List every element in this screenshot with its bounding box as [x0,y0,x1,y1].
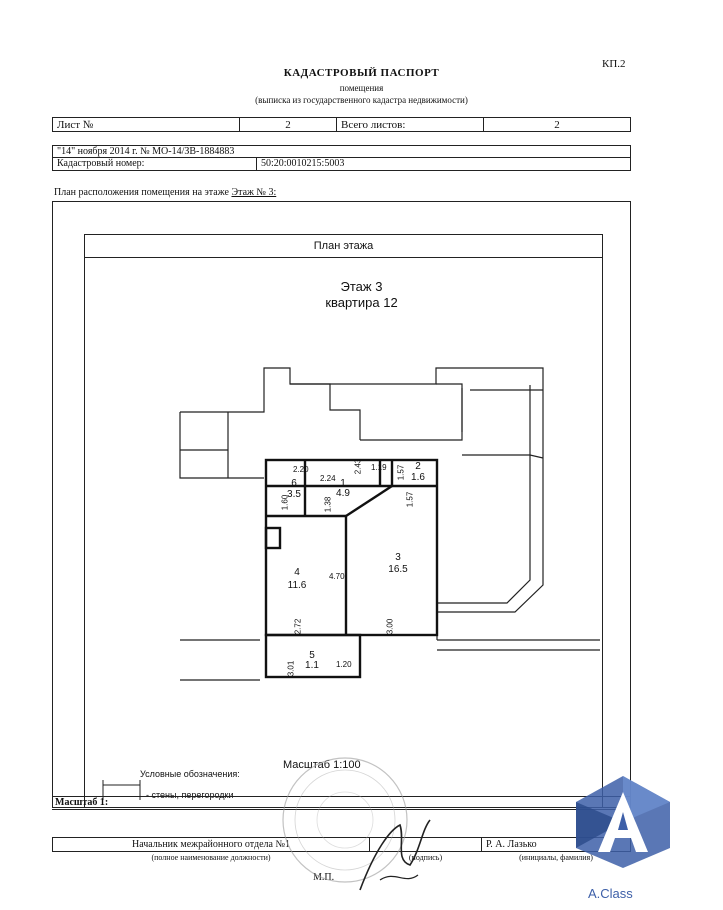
plan-scale: Масштаб 1:100 [283,759,361,771]
total-label: Всего листов: [336,117,484,132]
handwritten-signature [350,810,440,900]
cadastral-number: 50:20:0010215:5003 [256,157,631,171]
plan-caption-floor: Этаж № 3: [231,187,277,198]
room-6-area: 3.5 [287,489,301,500]
room-4-number: 4 [294,567,300,578]
signer-position: Начальник межрайонного отдела №1 [52,837,370,852]
room-6-number: 6 [291,478,297,489]
stamp-label: М.П. [313,872,335,883]
dimension-label: 1.57 [396,464,406,481]
document-title: КАДАСТРОВЫЙ ПАСПОРТ [283,67,440,79]
dimension-label: 2.43 [353,458,363,475]
dimension-label: 1.57 [405,491,415,508]
dimension-label: 1.20 [336,660,352,669]
form-code: КП.2 [602,58,626,70]
room-5-area: 1.1 [305,660,319,671]
sheet-label: Лист № [52,117,240,132]
room-2-area: 1.6 [411,472,425,483]
plan-title: План этажа [313,240,374,252]
total-value: 2 [483,117,631,132]
apartment-label: квартира 12 [325,295,398,310]
date-line: "14" ноября 2014 г. № МО-14/ЗВ-1884883 [52,145,631,158]
plan-caption-text: План расположения помещения на этаже [54,187,229,198]
room-4-area: 11.6 [287,580,307,591]
room-5-number: 5 [309,650,315,661]
dimension-label: 2.72 [293,618,303,635]
name-caption: (инициалы, фамилия) [519,853,593,862]
floor-label: Этаж 3 [340,279,383,294]
dimension-label: 3.00 [385,618,395,635]
signature-caption: (подпись) [408,853,443,862]
room-3-area: 16.5 [388,564,408,575]
dimension-label: 1.19 [371,463,387,472]
document-subtitle: помещения [339,83,384,93]
cadastral-label: Кадастровый номер: [52,157,257,171]
room-2-number: 2 [415,461,421,472]
aclass-logo [568,772,678,872]
room-1-number: 1 [340,478,346,489]
dimension-label: 2.20 [293,465,309,474]
legend-item: - стены, перегородки [146,790,234,800]
dimension-label: 4.70 [329,572,345,581]
room-3-number: 3 [395,552,401,563]
signer-name: Р. А. Лазько [481,837,631,852]
position-caption: (полное наименование должности) [151,853,271,862]
watermark-brand: A.Class [588,886,633,901]
document-note: (выписка из государственного кадастра недвижимости) [255,95,468,105]
dimension-label: 1.38 [323,496,333,513]
dimension-label: 1.60 [280,494,290,511]
scale-row-label: Масштаб 1: [55,797,109,808]
sheet-value: 2 [239,117,337,132]
dimension-label: 3.01 [286,660,296,677]
room-1-area: 4.9 [336,488,350,499]
legend-title: Условные обозначения: [140,769,240,779]
dimension-label: 2.24 [320,474,336,483]
